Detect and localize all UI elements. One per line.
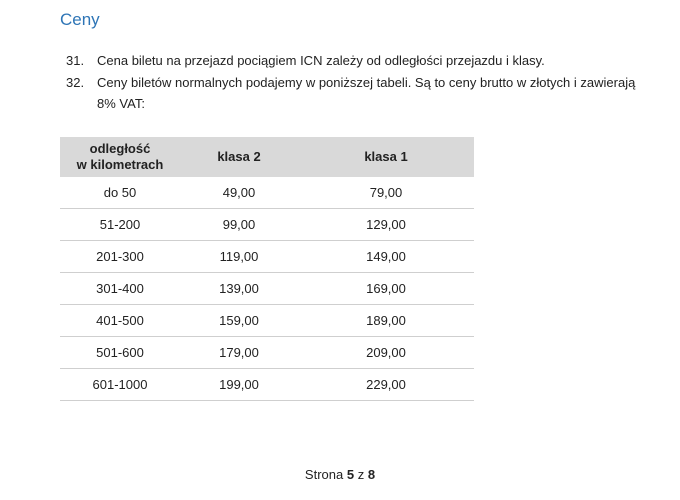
list-item [66, 50, 646, 71]
cell-distance: 401-500 [60, 305, 180, 337]
section-title: Ceny [60, 10, 100, 29]
cell-class1: 79,00 [298, 177, 474, 209]
list-item-number: 31. [66, 53, 85, 68]
header-distance-line2: w kilometrach [76, 157, 164, 172]
footer-separator: z [357, 467, 365, 482]
cell-class2: 179,00 [180, 337, 298, 369]
cell-class2: 49,00 [180, 177, 298, 209]
header-distance [60, 137, 180, 177]
cell-class2: 99,00 [180, 209, 298, 241]
numbered-list [66, 50, 646, 115]
table-header [60, 137, 474, 177]
table-body [60, 177, 474, 401]
table-row [60, 369, 474, 401]
table-row [60, 273, 474, 305]
cell-distance: 601-1000 [60, 369, 180, 401]
cell-class1: 209,00 [298, 337, 474, 369]
cell-distance: do 50 [60, 177, 180, 209]
cell-class2: 139,00 [180, 273, 298, 305]
cell-class1: 169,00 [298, 273, 474, 305]
table-row [60, 209, 474, 241]
table-header-row [60, 137, 474, 177]
cell-distance: 301-400 [60, 273, 180, 305]
cell-class1: 149,00 [298, 241, 474, 273]
table-row [60, 241, 474, 273]
cell-distance: 51-200 [60, 209, 180, 241]
footer-total-pages: 8 [367, 467, 376, 482]
list-item-number: 32. [66, 75, 85, 90]
list-item-text: Cena biletu na przejazd pociągiem ICN zależy od odległości przejazdu i klasy. [97, 53, 545, 68]
page-footer [0, 467, 680, 482]
cell-class1: 129,00 [298, 209, 474, 241]
cell-class2: 159,00 [180, 305, 298, 337]
list-item-text: Ceny biletów normalnych podajemy w poniższej tabeli. Są to ceny brutto w złotych i zawierają 8% VAT: [97, 75, 636, 111]
cell-distance: 201-300 [60, 241, 180, 273]
header-class2: klasa 2 [217, 149, 261, 164]
footer-current-page: 5 [346, 467, 355, 482]
list-item [66, 72, 646, 114]
cell-class2: 199,00 [180, 369, 298, 401]
header-distance-line1: odległość [89, 141, 151, 156]
table-row [60, 305, 474, 337]
header-class1: klasa 1 [364, 149, 408, 164]
price-table [60, 137, 474, 401]
cell-class2: 119,00 [180, 241, 298, 273]
table-row [60, 177, 474, 209]
cell-class1: 189,00 [298, 305, 474, 337]
footer-prefix: Strona [304, 467, 344, 482]
table-row [60, 337, 474, 369]
cell-distance: 501-600 [60, 337, 180, 369]
cell-class1: 229,00 [298, 369, 474, 401]
